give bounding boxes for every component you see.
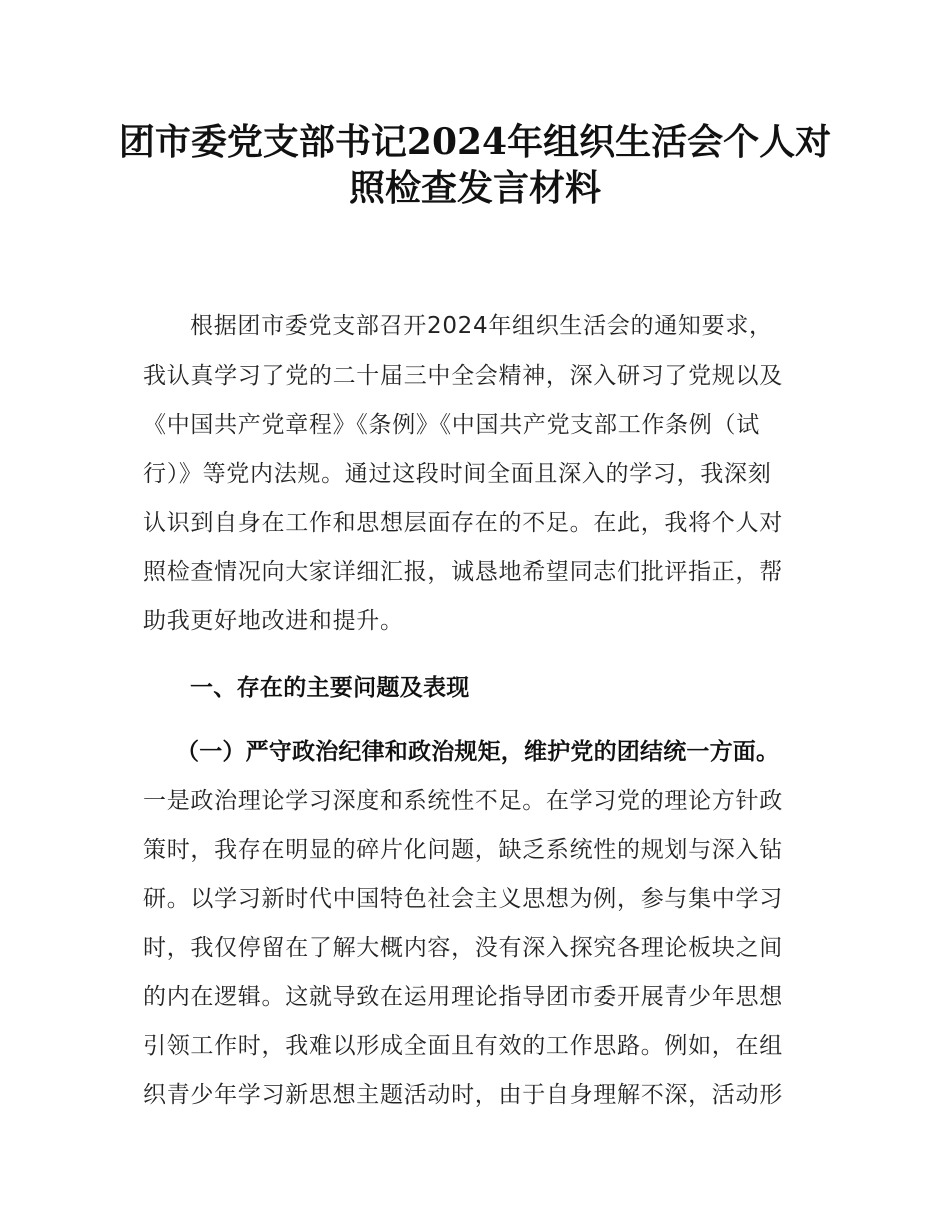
intro-paragraph-line: 助我更好地改进和提升。 [143,608,404,634]
subsection-1-line: 引领工作时，我难以形成全面且有效的工作思路。例如，在组 [143,1033,783,1059]
document-title-line-2: 照检查发言材料 [348,167,601,209]
subsection-1-line: 织青少年学习新思想主题活动时，由于自身理解不深，活动形 [143,1082,783,1108]
intro-paragraph-line: 《中国共产党章程》《条例》《中国共产党支部工作条例（试 [143,412,760,438]
intro-paragraph-line: 认识到自身在工作和思想层面存在的不足。在此，我将个人对 [143,510,783,536]
subsection-1-line: 的内在逻辑。这就导致在运用理论指导团市委开展青少年思想 [143,984,783,1010]
subsection-1-heading: （一）严守政治纪律和政治规矩，维护党的团结统一方面。 [176,739,780,765]
intro-paragraph-line: 我认真学习了党的二十届三中全会精神，深入研习了党规以及 [143,363,783,389]
section-1-heading: 一、存在的主要问题及表现 [190,675,470,701]
intro-paragraph-line: 照检查情况向大家详细汇报，诚恳地希望同志们批评指正，帮 [143,559,783,585]
subsection-1-line: 研。以学习新时代中国特色社会主义思想为例，参与集中学习 [143,886,783,912]
intro-paragraph-line: 根据团市委党支部召开2024年组织生活会的通知要求， [190,313,773,339]
subsection-1-line: 一是政治理论学习深度和系统性不足。在学习党的理论方针政 [143,788,783,814]
document-title-line-1: 团市委党支部书记2024年组织生活会个人对 [118,121,832,163]
intro-paragraph-line: 行）》等党内法规。通过这段时间全面且深入的学习，我深刻 [143,461,772,487]
subsection-1-line: 策时，我存在明显的碎片化问题，缺乏系统性的规划与深入钻 [143,837,783,863]
subsection-1-line: 时，我仅停留在了解大概内容，没有深入探究各理论板块之间 [143,935,783,961]
